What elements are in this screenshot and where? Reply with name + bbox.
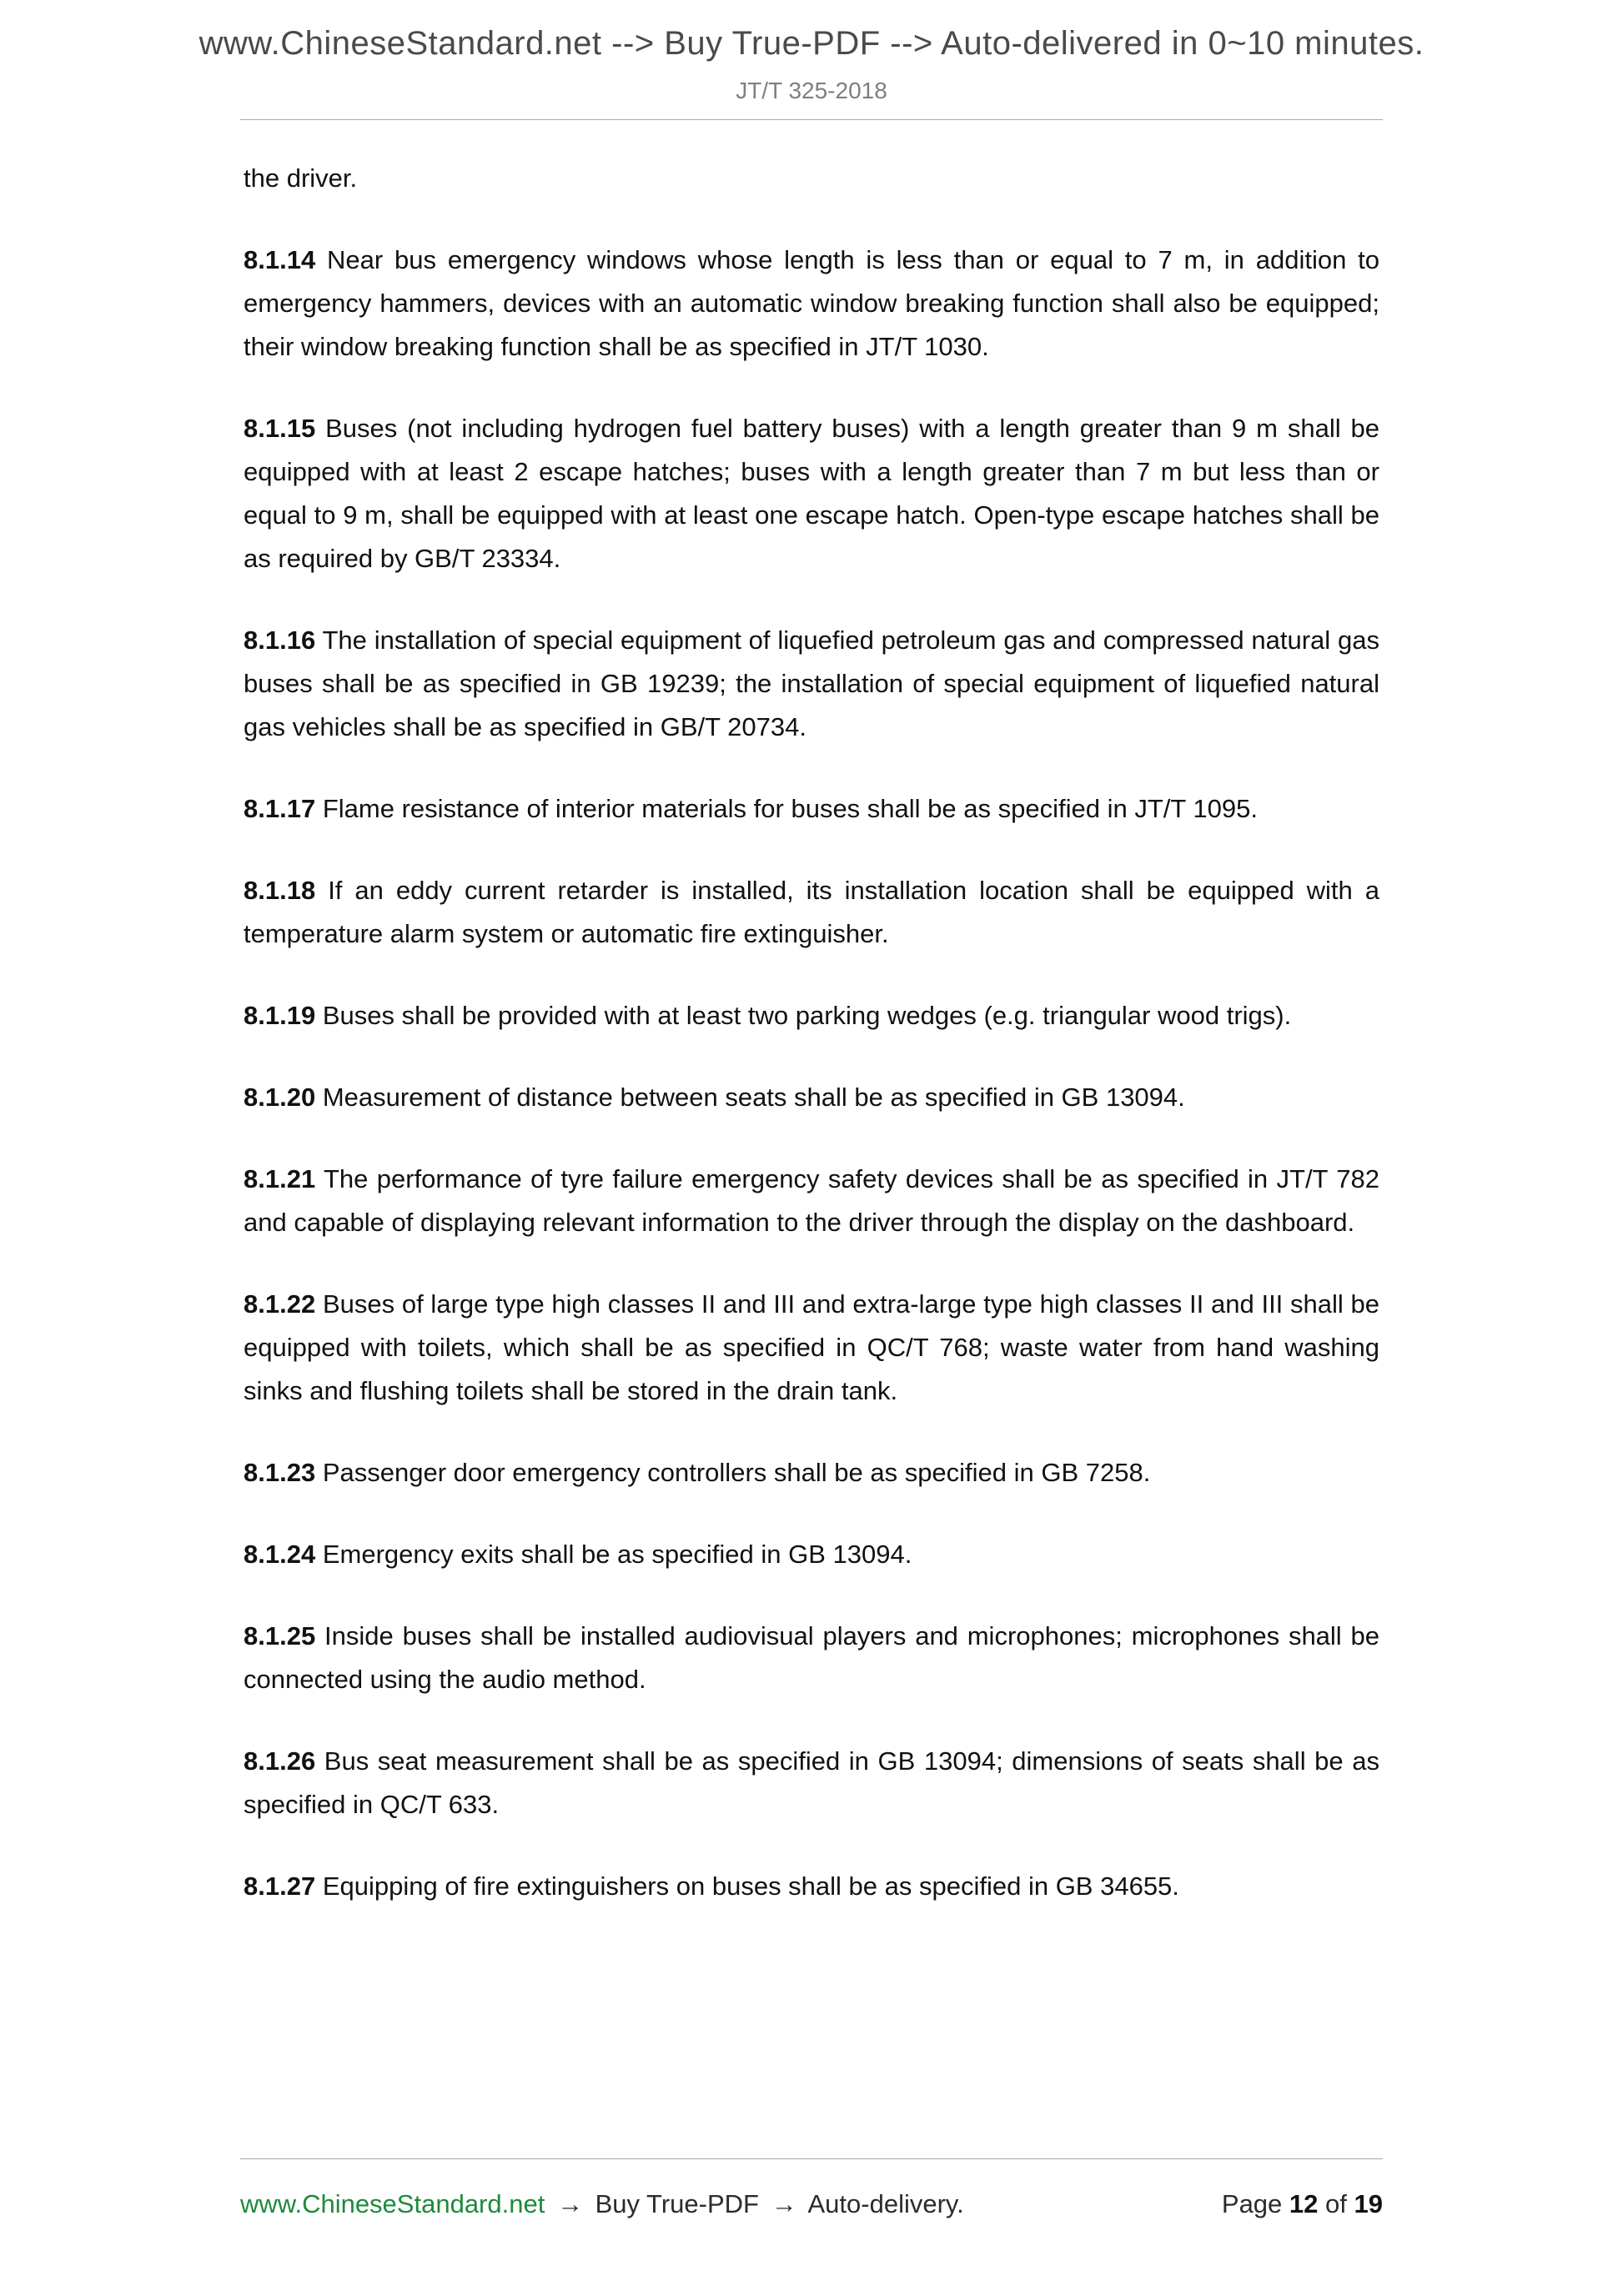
clause-number: 8.1.25 [244,1621,316,1650]
standard-number: JT/T 325-2018 [736,78,887,103]
clause-text: Passenger door emergency controllers shall be as specified in GB 7258. [322,1458,1151,1487]
clause-text: Flame resistance of interior materials for buses shall be as specified in JT/T 1095. [322,794,1258,823]
of-label: of [1325,2189,1347,2218]
clause-text: Buses (not including hydrogen fuel battery buses) with a length greater than 9 m shall be equipped with at least 2 escape hatches; buses with a length greater than 7 m but less than or equal to 9 m, shall be equipped with at least one escape hatch. Open-type escape hatches shall be as required by GB/T 23334. [244,414,1379,573]
body-paragraph [244,1076,1379,1119]
clause-text: Equipping of fire extinguishers on buses shall be as specified in GB 34655. [322,1871,1179,1901]
clause-number: 8.1.24 [244,1540,316,1569]
continuation-text: the driver. [244,163,358,193]
body-paragraph [244,1283,1379,1413]
footer-promo [240,2189,964,2219]
header-banner: www.ChineseStandard.net --> Buy True-PDF --> Auto-delivered in 0~10 minutes. [198,25,1425,62]
body-paragraph [244,619,1379,749]
clause-number: 8.1.21 [244,1164,316,1193]
clause-text: Emergency exits shall be as specified in GB 13094. [322,1540,912,1569]
clause-text: If an eddy current retarder is installed, its installation location shall be equipped with a temperature alarm system or automatic fire extinguisher. [244,876,1379,948]
page-indicator [1222,2189,1383,2219]
page-footer [240,2158,1383,2219]
body-paragraph [244,994,1379,1037]
body-paragraph [244,1451,1379,1495]
clause-number: 8.1.14 [244,245,316,274]
clause-number: 8.1.23 [244,1458,316,1487]
body-paragraph [244,1740,1379,1826]
right-arrow-icon: → [771,2189,797,2218]
footer-site-link[interactable]: www.ChineseStandard.net [240,2189,545,2218]
clause-number: 8.1.15 [244,414,316,443]
clause-text: The performance of tyre failure emergency safety devices shall be as specified in JT/T 782 and capable of displaying relevant information to the driver through the display on the dashboard. [244,1164,1379,1237]
clause-number: 8.1.26 [244,1746,316,1776]
document-body [244,157,1379,1908]
clause-text: Near bus emergency windows whose length is less than or equal to 7 m, in addition to emergency hammers, devices with an automatic window breaking function shall also be equipped; their window breaking function shall be as specified in JT/T 1030. [244,245,1379,361]
clause-number: 8.1.19 [244,1001,316,1030]
body-paragraph [244,1865,1379,1908]
body-paragraph [244,787,1379,831]
clause-text: Measurement of distance between seats shall be as specified in GB 13094. [322,1083,1185,1112]
clause-text: Buses shall be provided with at least two parking wedges (e.g. triangular wood trigs). [322,1001,1292,1030]
body-paragraph [244,239,1379,369]
body-paragraph [244,407,1379,580]
clause-text: Buses of large type high classes II and III and extra-large type high classes II and III shall be equipped with toilets, which shall be as specified in QC/T 768; waste water from hand washing sinks and flushing toilets shall be stored in the drain tank. [244,1289,1379,1405]
body-paragraph [244,1158,1379,1244]
clause-text: Bus seat measurement shall be as specified in GB 13094; dimensions of seats shall be as specified in QC/T 633. [244,1746,1379,1819]
body-paragraph [244,869,1379,956]
clause-number: 8.1.27 [244,1871,316,1901]
clause-text: The installation of special equipment of liquefied petroleum gas and compressed natural gas buses shall be as specified in GB 19239; the installation of special equipment of liquefied natural gas vehicles shall be as specified in GB/T 20734. [244,625,1379,741]
page-current: 12 [1289,2189,1319,2218]
page-label: Page [1221,2189,1283,2218]
clause-number: 8.1.18 [244,876,316,905]
header-divider [240,119,1383,120]
body-paragraph [244,1533,1379,1576]
clause-number: 8.1.20 [244,1083,316,1112]
body-paragraph [244,1615,1379,1701]
footer-delivery-label: Auto-delivery. [807,2189,964,2218]
clause-number: 8.1.16 [244,625,316,655]
clause-text: Inside buses shall be installed audiovisual players and microphones; microphones shall be connected using the audio method. [244,1621,1379,1694]
right-arrow-icon: → [556,2189,583,2218]
clause-number: 8.1.22 [244,1289,316,1319]
footer-buy-label: Buy True-PDF [595,2189,759,2218]
clause-number: 8.1.17 [244,794,316,823]
page-total: 19 [1354,2189,1383,2218]
